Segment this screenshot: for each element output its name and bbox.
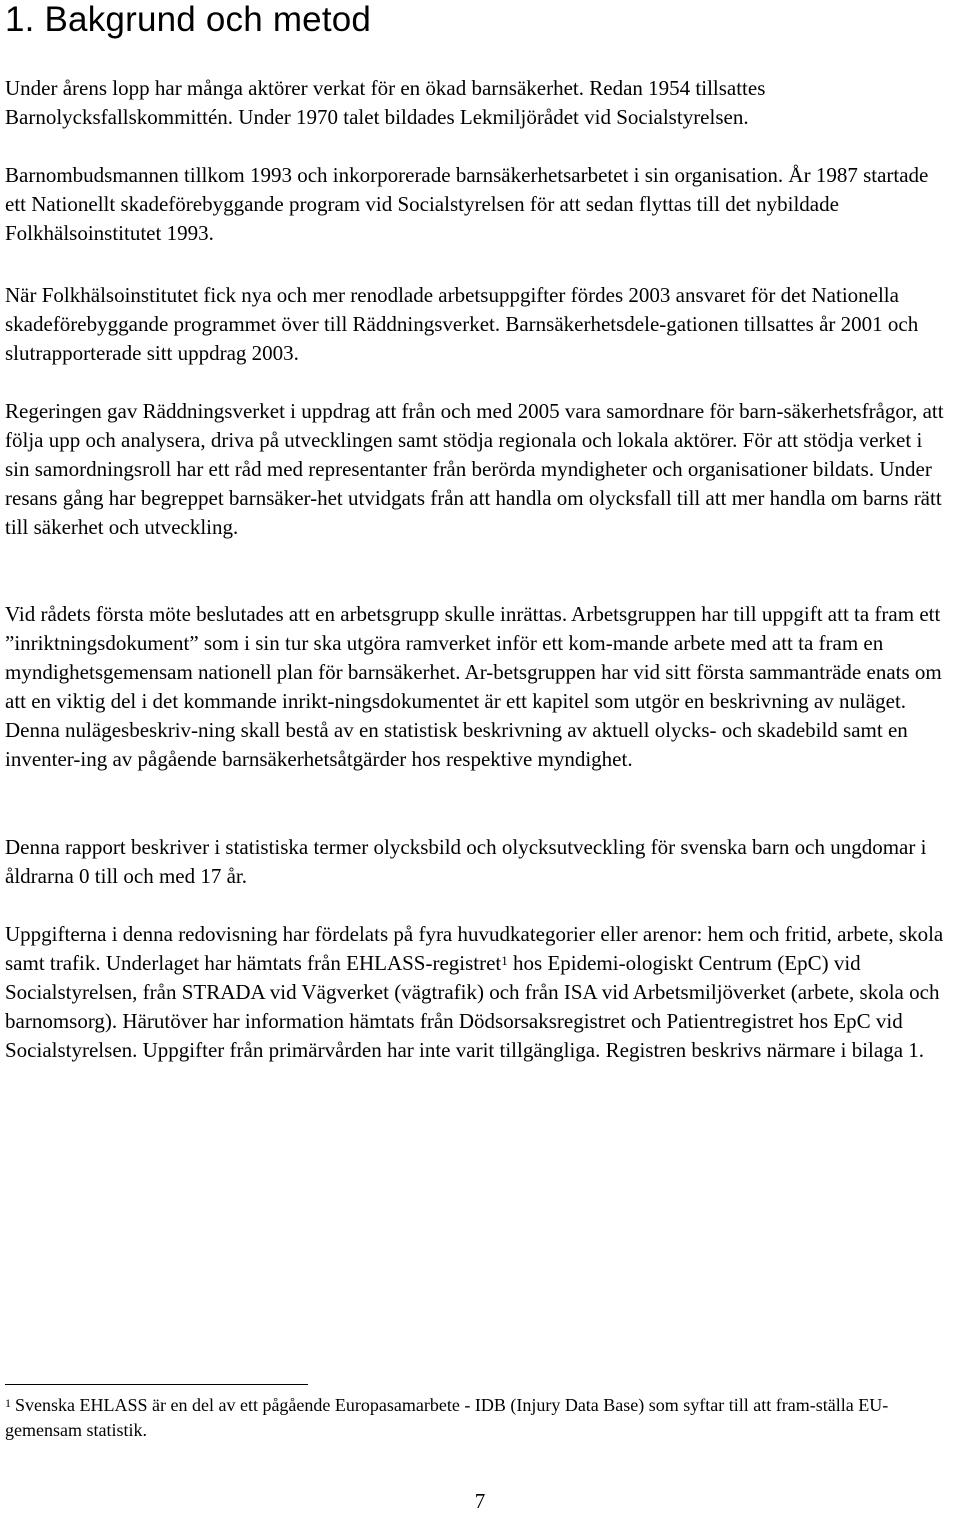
footnote-mark: 1: [5, 1396, 11, 1410]
section-heading: 1. Bakgrund och metod: [5, 0, 372, 39]
paragraph-3: När Folkhälsoinstitutet fick nya och mer renodlade arbetsuppgifter fördes 2003 ansvaret för det Nationella skadeförebyggande programmet över till Räddningsverket. Barnsäkerhetsdele-gationen tillsattes år 2001 och slutrapporterade sitt uppdrag 2003.: [5, 283, 919, 365]
paragraph-7-text-b: hos Epidemi-ologiskt Centrum (EpC) vid Socialstyrelsen, från STRADA vid Vägverket (vägtrafik) och från ISA vid Arbetsmiljöverket (arbete, skola och barnomsorg). Härutöver har information hämtats från Dödsorsaksregistret och Patientregistret hos EpC vid Socialstyrelsen. Uppgifter från primärvården har inte varit tillgängliga. Registren beskrivs närmare i bilaga 1.: [5, 951, 940, 1062]
paragraph-2: Barnombudsmannen tillkom 1993 och inkorporerade barnsäkerhetsarbetet i sin organisation. År 1987 startade ett Nationellt skadeförebyggande program vid Socialstyrelsen för att sedan flyttas till det nybildade Folkhälsoinstitutet 1993.: [5, 163, 929, 245]
document-page: [5, 0, 953, 1062]
paragraph-5: Vid rådets första möte beslutades att en arbetsgrupp skulle inrättas. Arbetsgruppen har till uppgift att ta fram ett ”inriktningsdokument” som i sin tur ska utgöra ramverket inför ett kom-mande arbete med att ta fram en myndighetsgemensam nationell plan för barnsäkerhet. Ar-betsgruppen har vid sitt första sammanträde enats om att en viktig del i det kommande inrikt-ningsdokumentet är ett kapitel som utgör en beskrivning av nuläget. Denna nulägesbeskriv-ning skall bestå av en statistisk beskrivning av aktuell olycks- och skadebild samt en inventer-ing av pågående barnsäkerhetsåtgärder hos respektive myndighet.: [5, 602, 942, 771]
paragraph-6: Denna rapport beskriver i statistiska termer olycksbild och olycksutveckling för svenska barn och ungdomar i åldrarna 0 till och med 17 år.: [5, 835, 927, 888]
footnote-reference: 1: [501, 953, 508, 968]
page-number: 7: [474, 1489, 486, 1513]
footnote-text: Svenska EHLASS är en del av ett pågående Europasamarbete - IDB (Injury Data Base) som syftar till att fram-ställa EU-gemensam statistik.: [5, 1395, 889, 1440]
paragraph-1: Under årens lopp har många aktörer verkat för en ökad barnsäkerhet. Redan 1954 tillsattes Barnolycksfallskommittén. Under 1970 talet bildades Lekmiljörådet vid Socialstyrelsen.: [5, 76, 766, 129]
paragraph-4: Regeringen gav Räddningsverket i uppdrag att från och med 2005 vara samordnare för barn-säkerhetsfrågor, att följa upp och analysera, driva på utvecklingen samt stödja regionala och lokala aktörer. För att stödja verket i sin samordningsroll har ett råd med representanter från berörda myndigheter och organisationer bildats. Under resans gång har begreppet barnsäker-het utvidgats från att handla om olycksfall till att mer handla om barns rätt till säkerhet och utveckling.: [5, 399, 944, 539]
footnote-separator: [5, 1384, 308, 1385]
paragraph-7: [5, 920, 953, 1065]
footnote: [5, 1393, 955, 1443]
paragraph-7-text-a: Uppgifterna i denna redovisning har fördelats på fyra huvudkategorier eller arenor: hem och fritid, arbete, skola samt trafik. Underlaget har hämtats från EHLASS-registret: [5, 922, 944, 975]
